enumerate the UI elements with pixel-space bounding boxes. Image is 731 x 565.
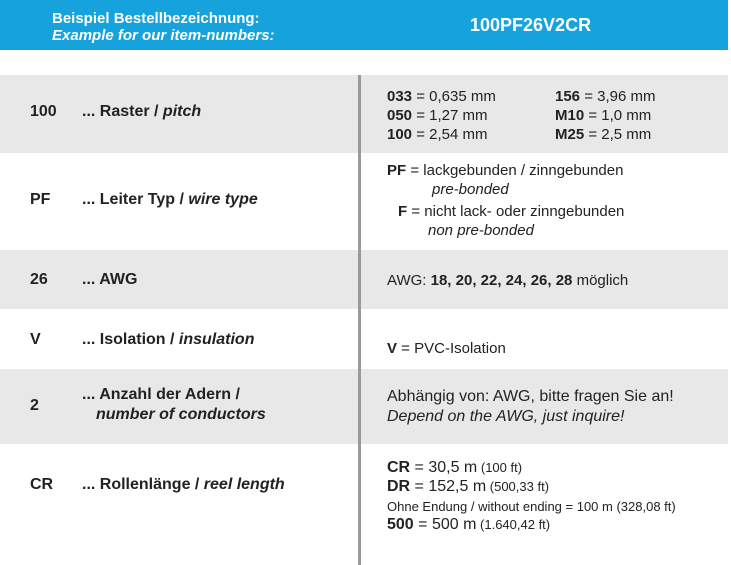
header-example-code: 100PF26V2CR: [470, 15, 592, 35]
row-code: 26: [30, 271, 48, 288]
f-definition-en: non pre-bonded: [428, 222, 534, 239]
row-label: ... Raster / pitch: [82, 103, 202, 120]
row-wire-type: [0, 153, 728, 250]
header-title-de: Beispiel Bestellbezeichnung:: [52, 10, 260, 27]
pitch-value: 100 = 2,54 mm: [387, 126, 488, 143]
pitch-value: 156 = 3,96 mm: [555, 88, 656, 105]
pitch-value: 050 = 1,27 mm: [387, 107, 488, 124]
500-value: 500 = 500 m (1.640,42 ft): [387, 516, 551, 533]
row-code: PF: [30, 191, 51, 208]
row-code: V: [30, 331, 41, 348]
row-insulation: [0, 309, 728, 369]
row-label: ... Rollenlänge / reel length: [82, 476, 285, 493]
row-code: 2: [30, 397, 39, 414]
no-ending-value: Ohne Endung / without ending = 100 m (328,08 ft): [387, 499, 676, 514]
pitch-value: 033 = 0,635 mm: [387, 88, 496, 105]
row-reel-length: [0, 444, 728, 565]
row-code: CR: [30, 476, 54, 493]
header-banner: [0, 0, 728, 50]
f-definition: F = nicht lack- oder zinngebunden: [398, 203, 625, 220]
row-code: 100: [30, 103, 57, 120]
row-awg: [0, 250, 728, 309]
conductors-note-en: Depend on the AWG, just inquire!: [387, 408, 625, 425]
insulation-value: V = PVC-Isolation: [387, 340, 506, 357]
awg-values: AWG: 18, 20, 22, 24, 26, 28 möglich: [387, 272, 629, 289]
row-label-en: number of conductors: [96, 406, 266, 423]
conductors-note-de: Abhängig von: AWG, bitte fragen Sie an!: [387, 388, 674, 405]
dr-value: DR = 152,5 m (500,33 ft): [387, 478, 550, 495]
pitch-value: M25 = 2,5 mm: [555, 126, 652, 143]
row-label: ... Isolation / insulation: [82, 331, 255, 348]
pf-definition-en: pre-bonded: [432, 181, 509, 198]
row-pitch: [0, 75, 728, 153]
pitch-value: M10 = 1,0 mm: [555, 107, 652, 124]
header-title-en: Example for our item-numbers:: [52, 27, 275, 44]
pf-definition: PF = lackgebunden / zinngebunden: [387, 162, 624, 179]
row-label: ... Leiter Typ / wire type: [82, 191, 258, 208]
row-label: ... Anzahl der Adern /: [82, 386, 240, 403]
column-divider: [358, 75, 361, 565]
row-conductors: [0, 369, 728, 444]
row-label: ... AWG: [82, 271, 138, 288]
cr-value: CR = 30,5 m (100 ft): [387, 459, 523, 476]
